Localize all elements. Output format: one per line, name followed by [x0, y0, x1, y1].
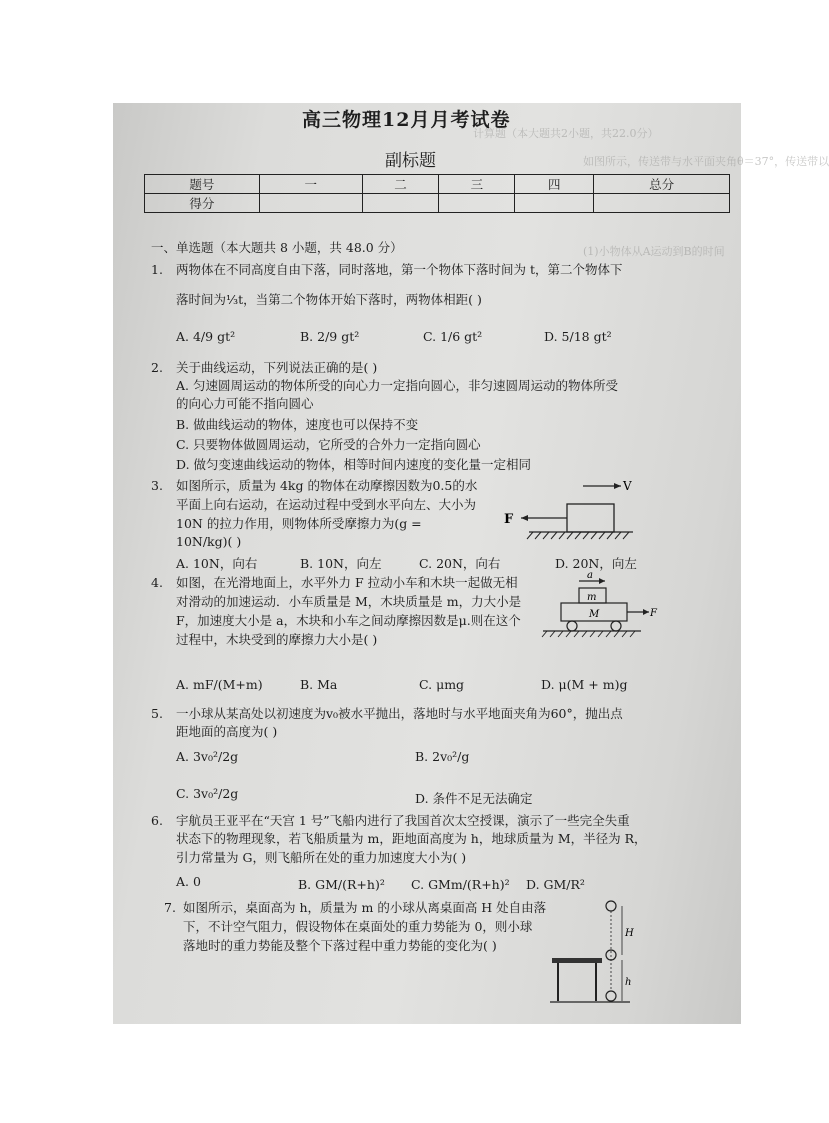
q3-velocity-arrowhead: [614, 483, 621, 489]
q6-stem-line1: 宇航员王亚平在“天宫 1 号”飞船内进行了我国首次太空授课，演示了一些完全失重: [176, 813, 630, 828]
score-cell: 四: [515, 175, 594, 194]
q7-ball-top: [606, 901, 616, 911]
q4-stem-line3: F，加速度大小是 a，木块和小车之间动摩擦因数是μ.则在这个: [176, 613, 521, 628]
score-cell: 三: [439, 175, 515, 194]
q5-option-b: B. 2v₀²/g: [415, 749, 470, 764]
q4-figure: [541, 570, 661, 643]
q7-table-top: [552, 958, 602, 963]
q3-option-c: C. 20N，向右: [419, 556, 501, 571]
q2-number: 2.: [151, 360, 163, 375]
q3-option-d: D. 20N，向左: [555, 556, 637, 571]
q4-wheel-left: [567, 621, 577, 631]
q4-force-arrowhead: [643, 609, 649, 615]
q5-stem-line2: 距地面的高度为( ): [176, 724, 278, 739]
score-cell: [362, 194, 439, 213]
q1-stem-line2: 落时间为⅓t，当第二个物体开始下落时，两物体相距( ): [176, 292, 482, 307]
score-cell: [515, 194, 594, 213]
q1-option-a: A. 4/9 gt²: [176, 329, 236, 344]
q6-option-c: C. GMm/(R+h)²: [411, 877, 510, 892]
q4-ground-hatch: [542, 631, 635, 637]
score-cell: 总分: [594, 175, 730, 194]
q3-ground-hatch: [527, 532, 629, 539]
q3-figure: [503, 475, 633, 545]
q3-block: [567, 504, 614, 532]
q3-option-b: B. 10N，向左: [300, 556, 382, 571]
q3-number: 3.: [151, 478, 163, 493]
q3-force-label: F: [504, 512, 514, 527]
q2-option-d: D. 做匀变速曲线运动的物体，相等时间内速度的变化量一定相同: [176, 457, 532, 472]
q2-option-b: B. 做曲线运动的物体，速度也可以保持不变: [176, 417, 419, 432]
q2-option-a-line1: A. 匀速圆周运动的物体所受的向心力一定指向圆心，非匀速圆周运动的物体所受: [176, 378, 618, 393]
q7-h-label: h: [625, 977, 632, 988]
score-cell: [439, 194, 515, 213]
q7-stem-line1: 如图所示，桌面高为 h，质量为 m 的小球从离桌面高 H 处自由落: [183, 900, 547, 915]
q7-H-label: H: [625, 928, 634, 939]
q4-block-label: m: [587, 592, 597, 603]
q3-option-a: A. 10N，向右: [176, 556, 258, 571]
q4-accel-label: a: [587, 570, 593, 581]
q3-stem-line4: 10N/kg)( ): [176, 534, 242, 549]
q1-number: 1.: [151, 262, 163, 277]
q4-force-label: F: [650, 608, 657, 619]
q3-stem-line1: 如图所示，质量为 4kg 的物体在动摩擦因数为0.5的水: [176, 478, 478, 493]
q4-number: 4.: [151, 575, 163, 590]
q4-stem-line4: 过程中，木块受到的摩擦力大小是( ): [176, 632, 378, 647]
q4-stem-line2: 对滑动的加速运动．小车质量是 M，木块质量是 m，力大小是: [176, 594, 522, 609]
score-table-score-row: [145, 194, 730, 213]
q6-option-d: D. GM/R²: [526, 877, 585, 892]
q1-option-d: D. 5/18 gt²: [544, 329, 612, 344]
q7-stem-line3: 落地时的重力势能及整个下落过程中重力势能的变化为( ): [183, 938, 497, 953]
score-cell: [259, 194, 362, 213]
q5-stem-line1: 一小球从某高处以初速度为v₀被水平抛出，落地时与水平地面夹角为60°，抛出点: [176, 706, 623, 721]
q1-option-c: C. 1/6 gt²: [423, 329, 483, 344]
score-table-header-row: [145, 175, 730, 194]
q7-number: 7.: [164, 900, 176, 915]
bleed-text-3: (1)小物体从A运动到B的时间: [583, 245, 725, 258]
bleed-text-2: 如图所示，传送带与水平面夹角θ＝37°，传送带以: [583, 155, 829, 168]
exam-paper-photo: [113, 103, 829, 1024]
q4-cart-label: M: [589, 609, 600, 620]
page-title: 高三物理12月月考试卷: [302, 109, 511, 131]
q1-stem-line1: 两物体在不同高度自由下落，同时落地，第一个物体下落时间为 t，第二个物体下: [176, 262, 623, 277]
q5-option-d: D. 条件不足无法确定: [415, 791, 533, 806]
q4-accel-arrowhead: [599, 578, 605, 584]
q3-stem-line2: 平面上向右运动，在运动过程中受到水平向左、大小为: [176, 497, 477, 512]
q2-option-a-line2: 的向心力可能不指向圆心: [176, 396, 314, 411]
bleed-text-1: 计算题（本大题共2小题，共22.0分）: [473, 127, 659, 140]
section-heading: 一、单选题（本大题共 8 小题，共 48.0 分）: [151, 240, 403, 255]
score-cell: 二: [362, 175, 439, 194]
score-cell: 一: [259, 175, 362, 194]
q2-stem: 关于曲线运动，下列说法正确的是( ): [176, 360, 378, 375]
page-subtitle: 副标题: [385, 151, 436, 171]
q6-stem-line2: 状态下的物理现象，若飞船质量为 m，距地面高度为 h，地球质量为 M，半径为 R，: [176, 831, 647, 846]
score-cell: [594, 194, 730, 213]
q6-option-b: B. GM/(R+h)²: [298, 877, 385, 892]
q5-option-a: A. 3v₀²/2g: [176, 749, 239, 764]
q6-number: 6.: [151, 813, 163, 828]
q5-option-c: C. 3v₀²/2g: [176, 786, 239, 801]
q7-ball-bottom: [606, 991, 616, 1001]
q4-stem-line1: 如图，在光滑地面上，水平外力 F 拉动小车和木块一起做无相: [176, 575, 518, 590]
q3-velocity-label: V: [623, 479, 632, 493]
q7-figure: [550, 898, 640, 1008]
q2-option-c: C. 只要物体做圆周运动，它所受的合外力一定指向圆心: [176, 437, 481, 452]
q3-stem-line3: 10N 的拉力作用，则物体所受摩擦力为(g =: [176, 516, 422, 531]
q3-force-arrowhead: [521, 515, 528, 521]
q4-option-c: C. μmg: [419, 677, 465, 692]
score-cell: 题号: [145, 175, 260, 194]
q6-option-a: A. 0: [176, 874, 201, 889]
q4-option-b: B. Ma: [300, 677, 338, 692]
q4-wheel-right: [611, 621, 621, 631]
q7-stem-line2: 下，不计空气阻力，假设物体在桌面处的重力势能为 0，则小球: [183, 919, 533, 934]
q1-option-b: B. 2/9 gt²: [300, 329, 360, 344]
score-cell: 得分: [145, 194, 260, 213]
q5-number: 5.: [151, 706, 163, 721]
q6-stem-line3: 引力常量为 G，则飞船所在处的重力加速度大小为( ): [176, 850, 467, 865]
score-table: [144, 174, 730, 213]
q4-option-d: D. μ(M + m)g: [541, 677, 628, 692]
q4-option-a: A. mF/(M+m): [176, 677, 263, 692]
